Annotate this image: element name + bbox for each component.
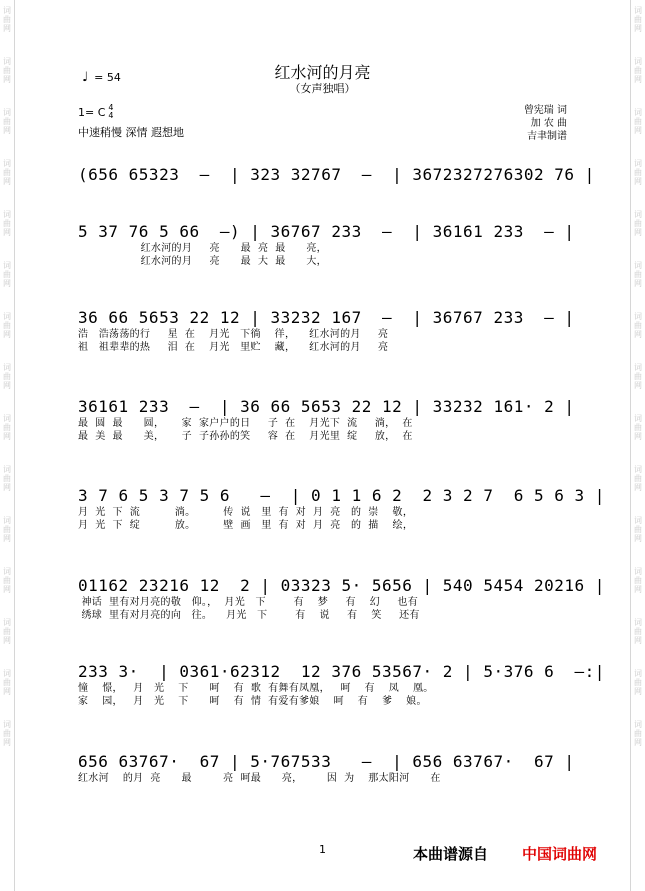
left-watermark: 词 曲 网	[3, 516, 11, 543]
left-watermark: 词 曲 网	[3, 465, 11, 492]
left-watermark: 词 曲 网	[3, 720, 11, 747]
right-watermark: 词 曲 网	[634, 312, 642, 339]
score-system-6	[78, 576, 605, 622]
left-watermark: 词 曲 网	[3, 414, 11, 441]
lyricist-credit: 曾宪瑞 词	[523, 105, 567, 116]
left-watermark: 词 曲 网	[3, 363, 11, 390]
left-watermark: 词 曲 网	[3, 312, 11, 339]
song-title: 红水河的月亮	[274, 63, 371, 82]
brand-logo-text[interactable]: 中国词曲网	[522, 845, 598, 863]
tempo-value: = 54	[94, 71, 121, 84]
lyrics-verse-1: 憧 憬， 月 光 下 呵 有 歌 有舞有凤凰， 呵 有 凤 凰。	[78, 683, 434, 694]
notation-line: 5 37 76 5 66 –) | 36767 233 – | 36161 233 – |	[78, 222, 575, 241]
notation-line: 656 63767· 67 | 5·767533 – | 656 63767· 67 |	[78, 752, 575, 771]
score-system-7	[78, 662, 605, 708]
score-system-4	[78, 397, 576, 443]
right-watermark: 词 曲 网	[634, 159, 642, 186]
left-watermark: 词 曲 网	[3, 108, 11, 135]
lyrics-verse-2: 红水河的月 亮 最 大 最 大，	[78, 256, 327, 267]
lyrics-verse-2: 绣球 里有对月亮的向 往。 月光 下 有 说 有 笑 还有	[78, 610, 420, 621]
notation-line: 3 7 6 5 3 7 5 6 – | 0 1 1 6 2 2 3 2 7 6 5 6 3 |	[78, 486, 605, 505]
notation-line: 36161 233 – | 36 66 5653 22 12 | 33232 161· 2 |	[78, 397, 575, 416]
notation-line: 233 3· | 0361·62312 12 376 53567· 2 | 5·376 6 –:|	[78, 662, 605, 681]
score-system-3	[78, 308, 576, 354]
right-watermark: 词 曲 网	[634, 414, 642, 441]
credits	[524, 104, 567, 143]
left-watermark: 词 曲 网	[3, 618, 11, 645]
right-watermark: 词 曲 网	[634, 6, 642, 33]
left-watermark-strip	[0, 0, 15, 891]
left-watermark: 词 曲 网	[3, 159, 11, 186]
left-watermark: 词 曲 网	[3, 261, 11, 288]
right-watermark: 词 曲 网	[634, 516, 642, 543]
slur-marks	[78, 155, 576, 165]
left-watermark: 词 曲 网	[3, 57, 11, 84]
score-system-2	[78, 222, 576, 268]
left-watermark: 词 曲 网	[3, 210, 11, 237]
lyrics-verse-2: 祖 祖辈辈的热 泪 在 月光 里贮 藏， 红水河的月 亮	[78, 342, 389, 353]
song-subtitle: （女声独唱）	[289, 82, 356, 95]
lyrics-verse-2: 最 美 最 美， 子 子孙孙的笑 容 在 月光里 绽 放， 在	[78, 431, 413, 442]
score-system-8	[78, 752, 576, 785]
lyrics-verse-1: 浩 浩荡荡的行 星 在 月光 下徜 徉， 红水河的月 亮	[78, 329, 389, 340]
right-watermark: 词 曲 网	[634, 108, 642, 135]
lyrics-verse-2: 家 园， 月 光 下 呵 有 情 有爱有爹娘 呵 有 爹 娘。	[78, 696, 427, 707]
notation-line: 36 66 5653 22 12 | 33232 167 – | 36767 233 – |	[78, 308, 575, 327]
left-watermark: 词 曲 网	[3, 6, 11, 33]
score-system-1	[78, 165, 595, 185]
right-watermark: 词 曲 网	[634, 261, 642, 288]
key-signature	[78, 104, 114, 120]
lyrics-verse-1: 月 光 下 流 淌。 传 说 里 有 对 月 亮 的 崇 敬，	[78, 507, 414, 518]
lyrics-verse-2: 月 光 下 绽 放。 壁 画 里 有 对 月 亮 的 描 绘，	[78, 520, 414, 531]
tempo-marking	[82, 70, 121, 85]
left-watermark: 词 曲 网	[3, 669, 11, 696]
source-label: 本曲谱源自	[413, 845, 489, 863]
notation-line: 01162 23216 12 2 | 03323 5· 5656 | 540 5454 20216 |	[78, 576, 605, 595]
quarter-note-icon: ♩	[82, 70, 89, 85]
right-watermark-strip	[630, 0, 645, 891]
notation-line: (656 65323 – | 323 32767 – | 3672327276302 76 |	[78, 165, 595, 184]
score-system-5	[78, 486, 605, 532]
lyrics-verse-1: 红水河的月 亮 最 亮 最 亮，	[78, 243, 327, 254]
time-signature: 4 4	[108, 103, 114, 120]
key-label: 1= C	[78, 105, 106, 119]
lyrics-verse-1: 神话 里有对月亮的敬 仰。， 月光 下 有 梦 有 幻 也有	[78, 597, 419, 608]
right-watermark: 词 曲 网	[634, 567, 642, 594]
lyrics-verse-1: 红水河 的月 亮 最 亮 呵最 亮， 因 为 那太阳河 在	[78, 773, 441, 784]
left-watermark: 词 曲 网	[3, 567, 11, 594]
lyrics-verse-1: 最 圆 最 圆， 家 家户户的日 子 在 月光下 流 淌， 在	[78, 418, 413, 429]
transcriber-credit: 吉聿制谱	[527, 131, 567, 142]
right-watermark: 词 曲 网	[634, 465, 642, 492]
right-watermark: 词 曲 网	[634, 720, 642, 747]
right-watermark: 词 曲 网	[634, 618, 642, 645]
composer-credit: 加 农 曲	[530, 118, 567, 129]
right-watermark: 词 曲 网	[634, 363, 642, 390]
expression-marking: 中速稍慢 深情 遐想地	[78, 126, 184, 139]
right-watermark: 词 曲 网	[634, 669, 642, 696]
right-watermark: 词 曲 网	[634, 210, 642, 237]
right-watermark: 词 曲 网	[634, 57, 642, 84]
page-number: 1	[319, 843, 326, 856]
